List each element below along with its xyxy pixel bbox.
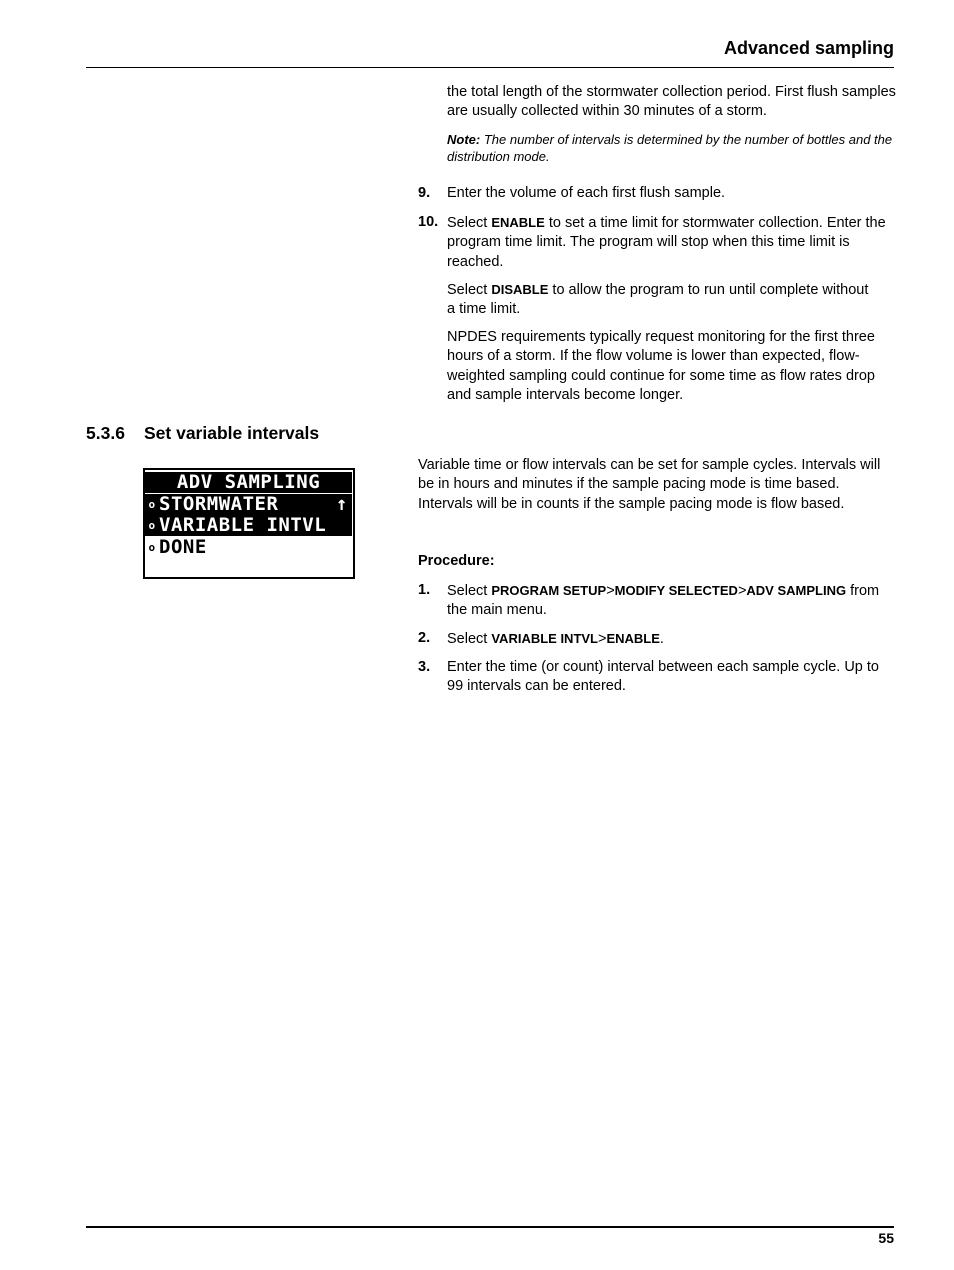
disable-paragraph xyxy=(447,280,877,320)
lcd-item-label: VARIABLE INTVL xyxy=(159,514,327,536)
step-text: Enter the volume of each first flush sample. xyxy=(447,185,726,201)
step-number: 10. xyxy=(418,214,439,230)
keyword: ADV SAMPLING xyxy=(746,583,847,598)
keyword: DISABLE xyxy=(491,282,549,297)
lcd-menu-item xyxy=(145,494,352,515)
text-run: Select xyxy=(447,215,492,231)
lcd-title: ADV SAMPLING xyxy=(145,472,352,493)
text-run: > xyxy=(598,631,607,647)
keyword: MODIFY SELECTED xyxy=(614,583,738,598)
step-number: 3. xyxy=(418,659,431,675)
keyword: ENABLE xyxy=(491,215,545,230)
text-run: to allow the program to run until complete without a time limit. xyxy=(447,282,869,318)
note-label: Note: xyxy=(447,132,481,147)
text-run: to set a time limit for stormwater collection. Enter the program time limit. The program will stop when this time limit is reached. xyxy=(447,215,886,270)
note xyxy=(447,131,897,165)
step-text xyxy=(447,213,887,272)
keyword: ENABLE xyxy=(606,631,660,646)
step-number: 2. xyxy=(418,630,431,646)
page-header-title: Advanced sampling xyxy=(723,38,894,58)
continuation-paragraph: the total length of the stormwater collection period. First flush samples are usually collected within 30 minutes of a storm. xyxy=(447,84,896,120)
step-number: 1. xyxy=(418,582,431,598)
intro-paragraph: Variable time or flow intervals can be set for sample cycles. Intervals will be in hours and minutes if the sample pacing mode is time based. Intervals will be in counts if the sample pacing mode is flow based. xyxy=(418,457,881,512)
page-number: 55 xyxy=(878,1230,894,1246)
procedure-title: Procedure: xyxy=(418,553,495,569)
note-text: The number of intervals is determined by the number of bottles and the distribution mode. xyxy=(447,132,893,164)
section-title: Set variable intervals xyxy=(144,423,320,443)
lcd-item-label: DONE xyxy=(159,536,207,558)
section-number: 5.3.6 xyxy=(86,423,125,443)
section-heading xyxy=(86,423,319,444)
header-rule xyxy=(86,67,894,68)
keyword: VARIABLE INTVL xyxy=(491,631,598,646)
lcd-display xyxy=(143,468,355,579)
text-run: > xyxy=(606,583,615,599)
text-run: > xyxy=(737,583,747,599)
text-run: Select xyxy=(447,282,492,298)
keyword: PROGRAM SETUP xyxy=(491,583,607,598)
text-run: from the main menu. xyxy=(447,583,880,619)
step-text: Enter the time (or count) interval between each sample cycle. Up to 99 intervals can be entered. xyxy=(447,659,879,695)
step-text xyxy=(447,581,897,621)
text-run: Select xyxy=(447,583,492,599)
bullet-icon: o xyxy=(148,541,156,554)
text-run: . xyxy=(659,631,664,647)
lcd-menu-item-selected xyxy=(145,515,352,536)
bullet-icon: o xyxy=(148,498,156,511)
arrow-up-icon: ↑ xyxy=(336,493,348,515)
lcd-menu-item xyxy=(145,537,352,558)
footer-rule xyxy=(86,1226,894,1228)
step-text xyxy=(447,629,897,649)
npdes-paragraph: NPDES requirements typically request monitoring for the first three hours of a storm. If the flow volume is lower than expected, flow-weighted sampling could continue for some time as flow rates drop and sample intervals become longer. xyxy=(447,329,875,403)
lcd-item-label: STORMWATER xyxy=(159,493,279,515)
step-number: 9. xyxy=(418,185,431,201)
text-run: Select xyxy=(447,631,492,647)
bullet-icon: o xyxy=(148,519,156,532)
